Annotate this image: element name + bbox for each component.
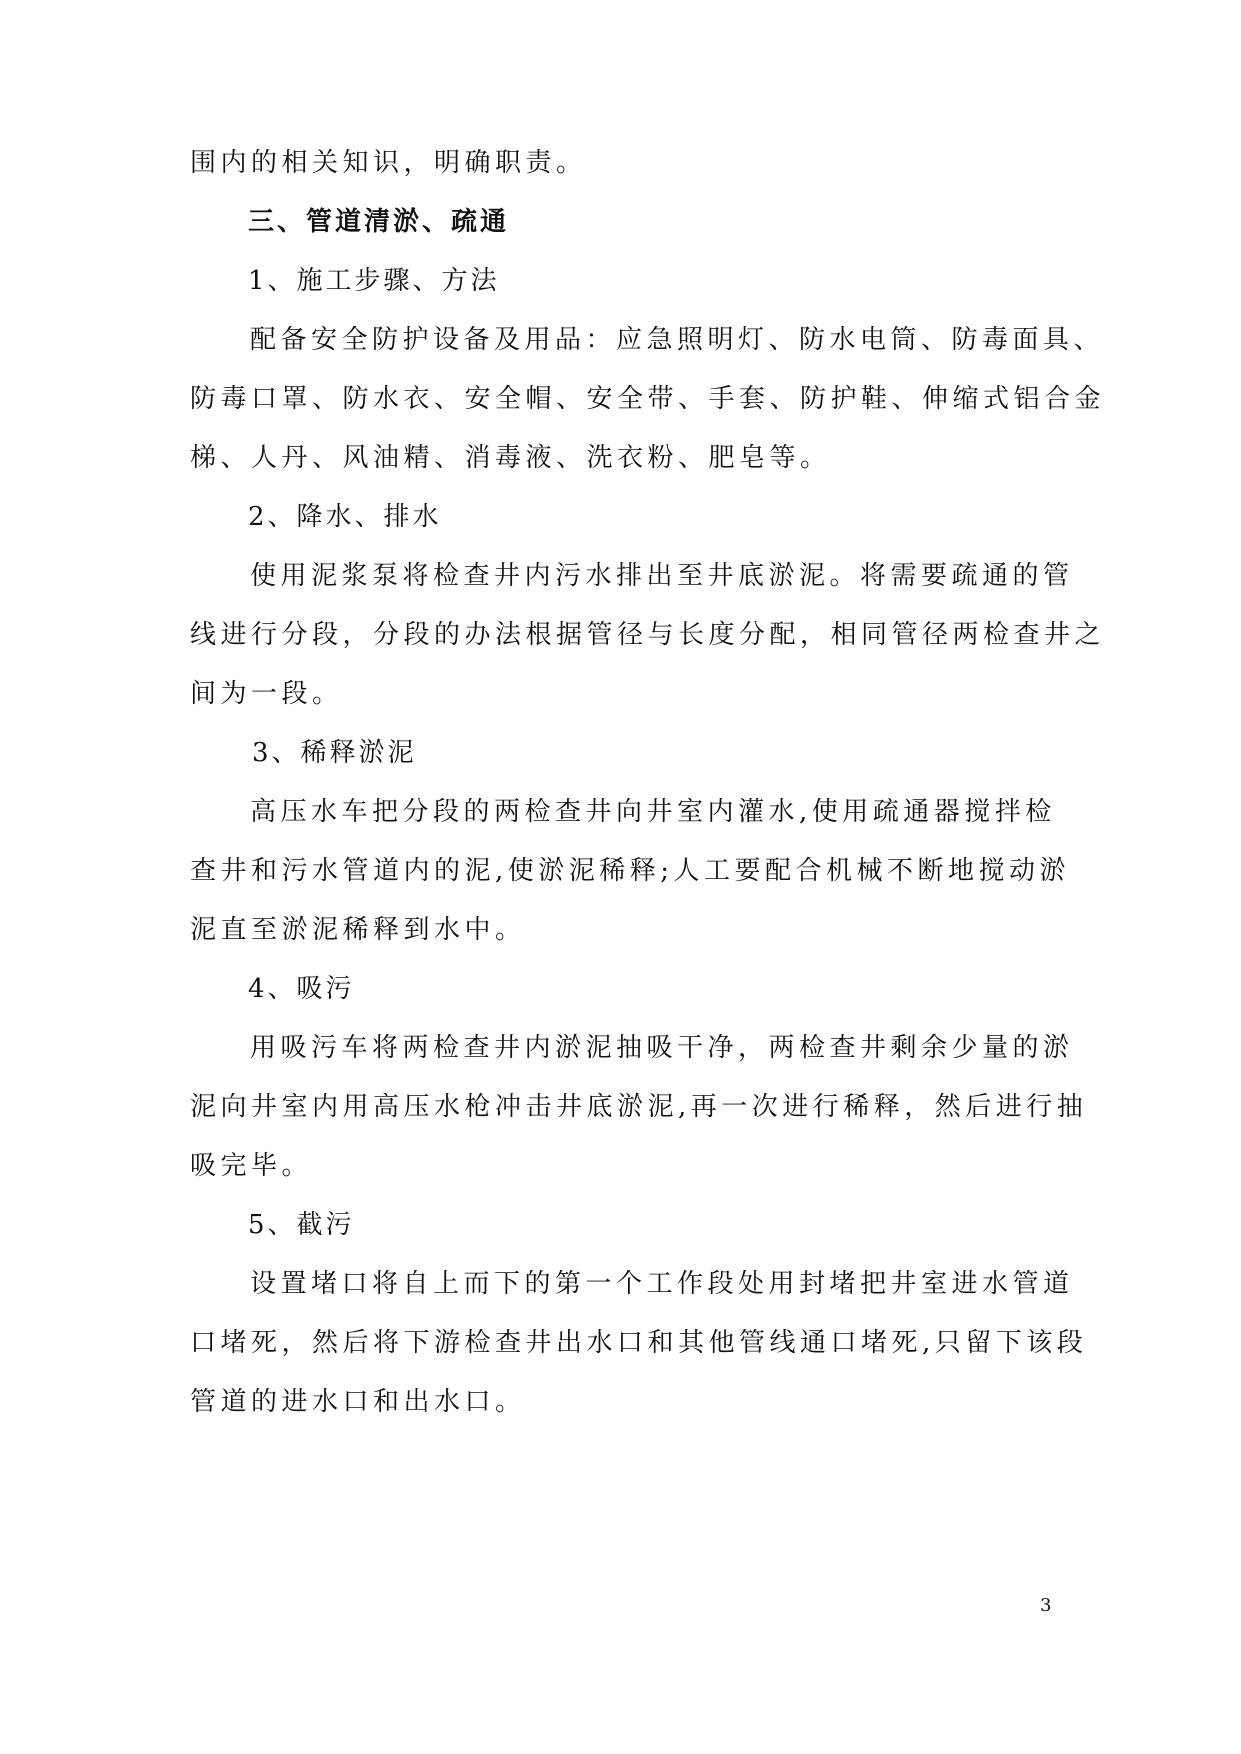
paragraph-line: 吸完毕。 bbox=[190, 1151, 313, 1181]
paragraph-line: 高压水车把分段的两检查井向井室内灌水,使用疏通器搅拌检 bbox=[250, 797, 1056, 827]
paragraph-continuation: 围内的相关知识，明确职责。 bbox=[190, 148, 587, 178]
paragraph-line: 防毒口罩、防水衣、安全帽、安全带、手套、防护鞋、伸缩式铝合金 bbox=[190, 384, 1106, 414]
paragraph-line: 使用泥浆泵将检查井内污水排出至井底淤泥。将需要疏通的管 bbox=[250, 561, 1074, 591]
paragraph-line: 线进行分段，分段的办法根据管径与长度分配，相同管径两检查井之 bbox=[190, 620, 1106, 650]
subheading-3: 3、稀释淤泥 bbox=[252, 738, 417, 768]
paragraph-line: 间为一段。 bbox=[190, 679, 343, 709]
page-number: 3 bbox=[1040, 1595, 1052, 1616]
paragraph-line: 泥直至淤泥稀释到水中。 bbox=[190, 915, 526, 945]
paragraph-line: 泥向井室内用高压水枪冲击井底淤泥,再一次进行稀释，然后进行抽 bbox=[190, 1092, 1088, 1122]
paragraph-line: 配备安全防护设备及用品：应急照明灯、防水电筒、防毒面具、 bbox=[250, 325, 1105, 355]
paragraph-line: 口堵死，然后将下游检查井出水口和其他管线通口堵死,只留下该段 bbox=[190, 1328, 1088, 1358]
subheading-2: 2、降水、排水 bbox=[248, 502, 442, 532]
paragraph-line: 管道的进水口和出水口。 bbox=[190, 1387, 526, 1417]
paragraph-line: 查井和污水管道内的泥,使淤泥稀释;人工要配合机械不断地搅动淤 bbox=[190, 856, 1071, 886]
paragraph-line: 用吸污车将两检查井内淤泥抽吸干净，两检查井剩余少量的淤 bbox=[250, 1033, 1074, 1063]
subheading-4: 4、吸污 bbox=[248, 974, 355, 1004]
subheading-5: 5、截污 bbox=[248, 1210, 355, 1240]
paragraph-line: 设置堵口将自上而下的第一个工作段处用封堵把井室进水管道 bbox=[250, 1269, 1074, 1299]
paragraph-line: 梯、人丹、风油精、消毒液、洗衣粉、肥皂等。 bbox=[190, 443, 831, 473]
section-heading: 三、管道清淤、疏通 bbox=[248, 207, 510, 237]
subheading-1: 1、施工步骤、方法 bbox=[248, 266, 500, 296]
